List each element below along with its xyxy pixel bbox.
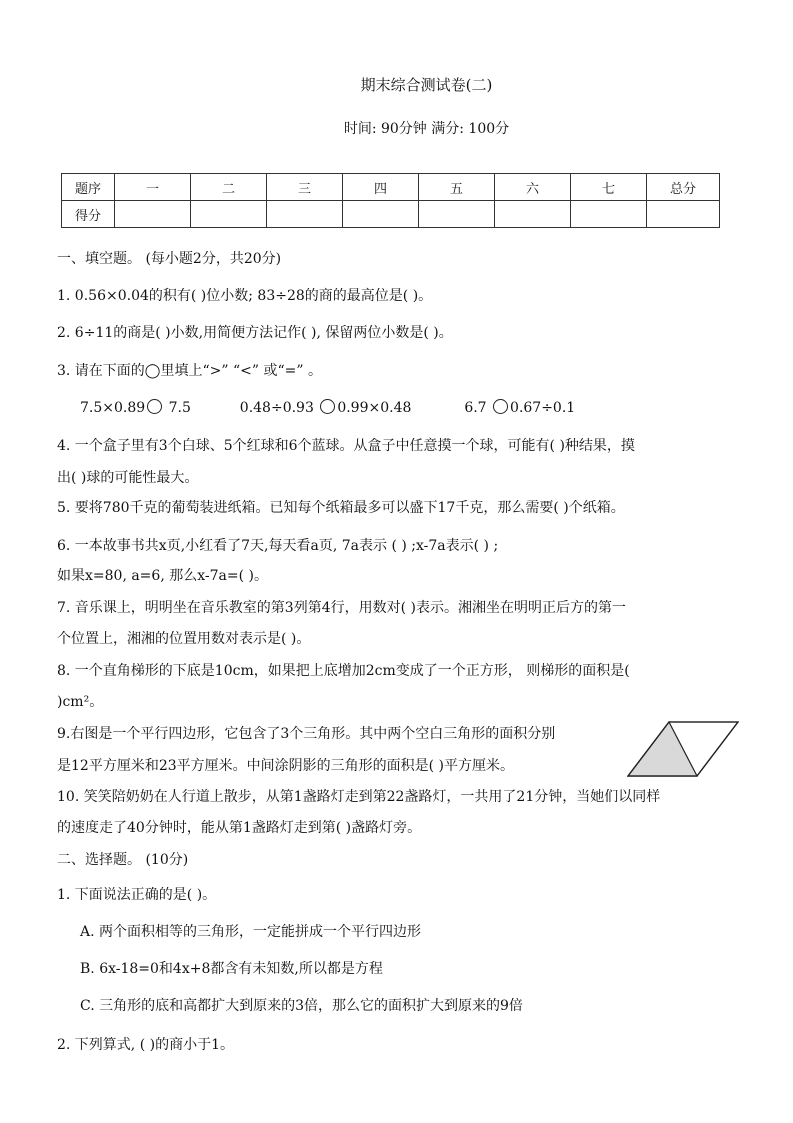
parallelogram-figure [627,721,739,777]
question-10-line1: 10. 笑笑陪奶奶在人行道上散步，从第1盏路灯走到第22盏路灯，一共用了21分钟，当她们以同样 [57,789,661,805]
score-input-cell[interactable] [419,201,495,228]
comparison-a-left: 7.5×0.89 [80,400,146,416]
score-cell: 二 [191,174,267,201]
score-table-score-row [62,201,720,228]
question-2: 2. 6÷11的商是( )小数,用简便方法记作( ), 保留两位小数是( )。 [57,325,453,341]
page-title: 期末综合测试卷(二) [360,76,493,94]
score-input-cell[interactable] [495,201,571,228]
question-8-line2: )cm²。 [57,694,104,710]
choice-question-1: 1. 下面说法正确的是( )。 [57,887,217,903]
comparison-c-left: 6.7 [464,400,487,416]
score-cell: 四 [343,174,419,201]
option-a[interactable]: A. 两个面积相等的三角形，一定能拼成一个平行四边形 [80,924,422,940]
question-10-line2: 的速度走了40分钟时，能从第1盏路灯走到第( )盏路灯旁。 [57,820,422,836]
score-cell: 得分 [62,201,115,228]
score-cell: 总分 [647,174,720,201]
question-3: 3. 请在下面的◯里填上“>” “<” 或“=” 。 [57,363,322,379]
option-c[interactable]: C. 三角形的底和高都扩大到原来的3倍，那么它的面积扩大到原来的9倍 [80,998,523,1014]
score-input-cell[interactable] [191,201,267,228]
question-5: 5. 要将780千克的葡萄装进纸箱。已知每个纸箱最多可以盛下17千克，那么需要( )个纸箱。 [57,500,625,516]
score-input-cell[interactable] [115,201,191,228]
score-table [61,173,720,228]
question-9-line2: 是12平方厘米和23平方厘米。中间涂阴影的三角形的面积是( )平方厘米。 [57,758,515,774]
score-cell: 三 [267,174,343,201]
score-cell: 七 [571,174,647,201]
score-cell: 题序 [62,174,115,201]
question-6-line1: 6. 一本故事书共x页,小红看了7天,每天看a页, 7a表示 ( ) ;x-7a表示( ) ; [57,538,499,554]
score-input-cell[interactable] [267,201,343,228]
question-1: 1. 0.56×0.04的积有( )位小数; 83÷28的商的最高位是( )。 [57,288,433,304]
question-4-line1: 4. 一个盒子里有3个白球、5个红球和6个蓝球。从盒子中任意摸一个球，可能有( )种结果，摸 [57,438,635,454]
score-table-header-row [62,174,720,201]
section-heading: 二、选择题。 (10分) [57,852,189,868]
comparison-row [80,398,575,418]
score-cell: 五 [419,174,495,201]
exam-time-score: 时间: 90分钟 满分: 100分 [343,121,510,137]
score-input-cell[interactable] [647,201,720,228]
score-cell: 一 [115,174,191,201]
question-9-line1: 9.右图是一个平行四边形，它包含了3个三角形。其中两个空白三角形的面积分别 [57,726,556,742]
score-cell: 六 [495,174,571,201]
question-4-line2: 出( )球的可能性最大。 [57,470,199,486]
section-heading: 一、填空题。 (每小题2分，共20分) [57,251,282,267]
choice-question-2: 2. 下列算式, ( )的商小于1。 [57,1037,234,1053]
question-6-line2: 如果x=80, a=6, 那么x-7a=( )。 [57,568,268,584]
comparison-b-right: 0.99×0.48 [337,400,412,416]
question-7-line1: 7. 音乐课上，明明坐在音乐教室的第3列第4行，用数对( )表示。湘湘坐在明明正后方的第一 [57,600,626,616]
option-b[interactable]: B. 6x-18=0和4x+8都含有未知数,所以都是方程 [80,961,383,977]
comparison-b-left: 0.48÷0.93 [239,400,314,416]
comparison-circle-a[interactable] [147,399,162,414]
comparison-c-right: 0.67÷0.1 [510,400,576,416]
question-7-line2: 个位置上，湘湘的位置用数对表示是( )。 [57,631,311,647]
score-input-cell[interactable] [571,201,647,228]
comparison-a-right: 7.5 [168,400,191,416]
score-input-cell[interactable] [343,201,419,228]
comparison-circle-c[interactable] [493,399,508,414]
comparison-circle-b[interactable] [320,399,335,414]
question-8-line1: 8. 一个直角梯形的下底是10cm，如果把上底增加2cm变成了一个正方形， 则梯形的面积是( [57,663,630,679]
